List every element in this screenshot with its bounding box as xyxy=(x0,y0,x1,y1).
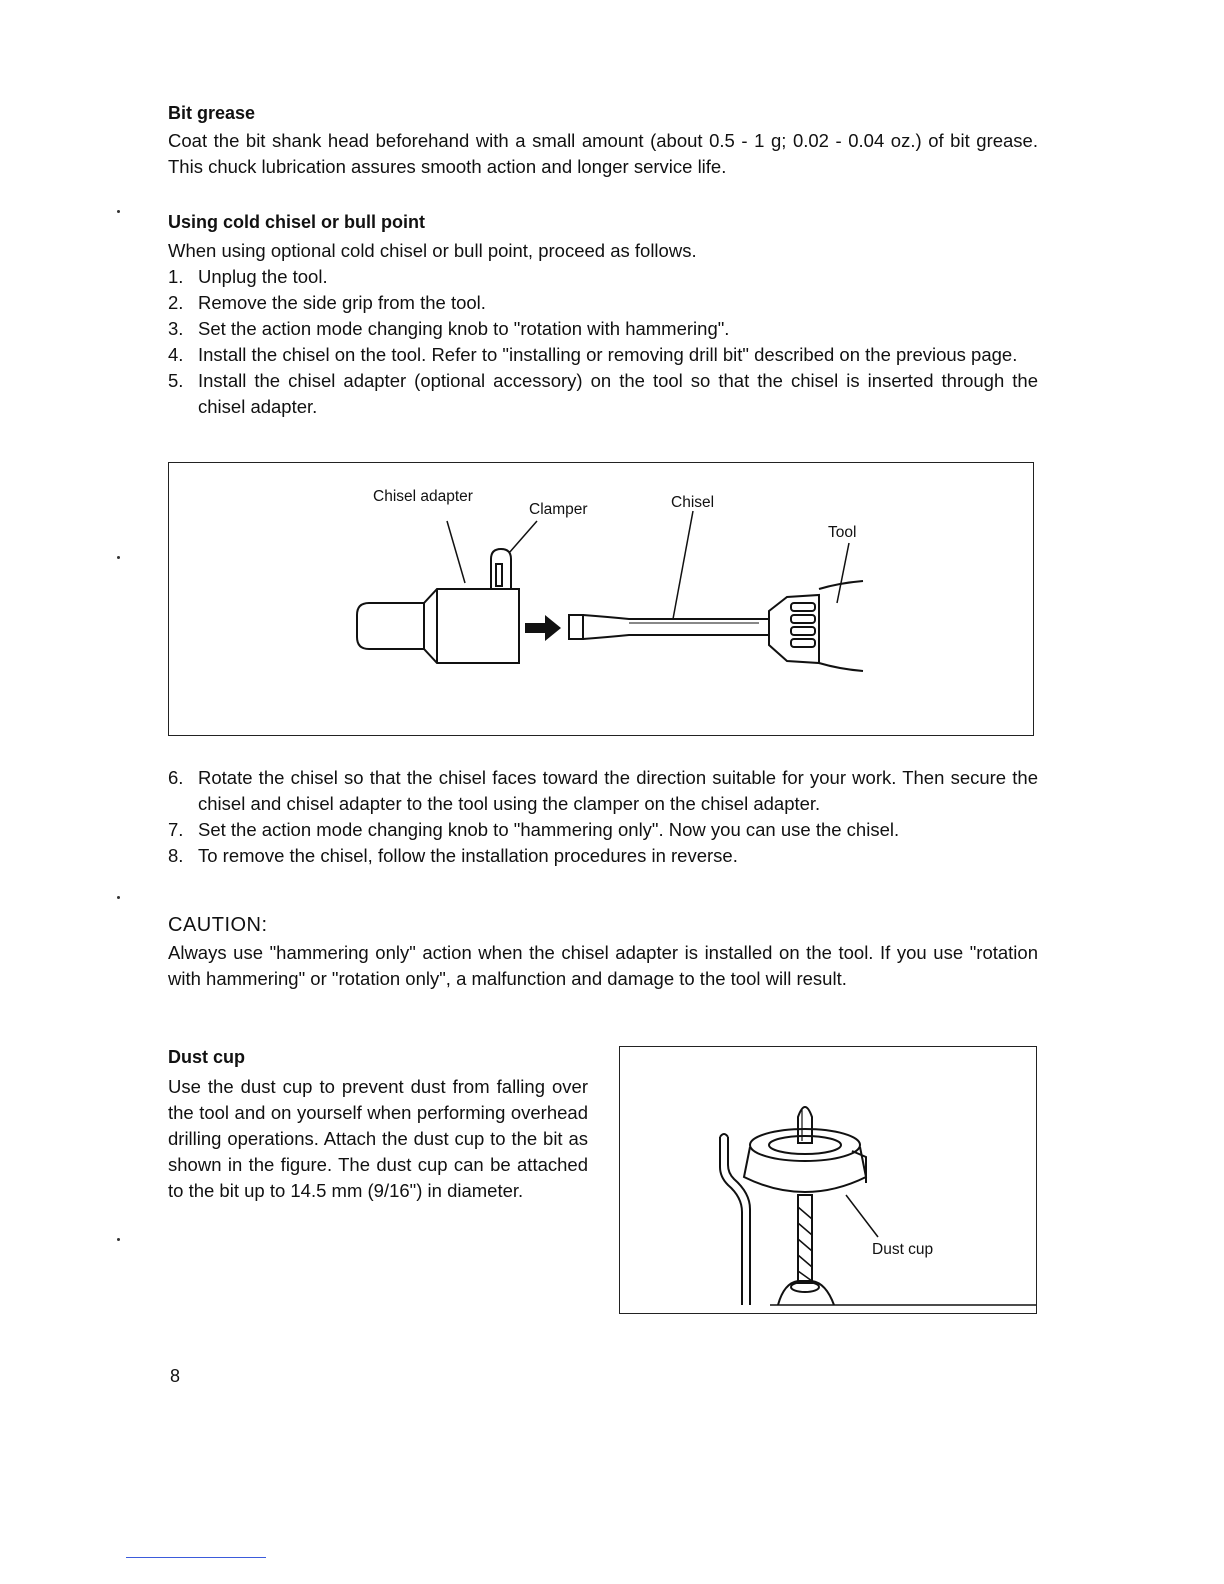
margin-speck xyxy=(117,896,120,899)
margin-speck xyxy=(117,1238,120,1241)
bit-grease-heading: Bit grease xyxy=(168,103,256,123)
label-chisel: Chisel xyxy=(671,494,715,511)
label-dust-cup: Dust cup xyxy=(872,1241,934,1258)
cold-chisel-heading: Using cold chisel or bull point xyxy=(168,212,426,232)
step-item: 1. Unplug the tool. xyxy=(168,266,328,287)
step-item: 8. To remove the chisel, follow the installation procedures in reverse. xyxy=(168,845,738,866)
margin-speck xyxy=(117,556,120,559)
caution-title: CAUTION: xyxy=(168,914,268,936)
step-item: 3. Set the action mode changing knob to "rotation with hammering". xyxy=(168,318,730,339)
step-item: 4. Install the chisel on the tool. Refer to "installing or removing drill bit" described on the previous page. xyxy=(168,344,1018,365)
step-item: 2. Remove the side grip from the tool. xyxy=(168,292,486,313)
dust-cup-illustration xyxy=(620,1047,1036,1313)
dust-cup-text: Use the dust cup to prevent dust from falling over the tool and on yourself when performing overhead drilling operations. Attach the dust cup to the bit as shown in the figure. The dust cup can be attached to the bit up to 14.5 mm (9/16") in diameter. xyxy=(168,1076,588,1201)
caution-text: Always use "hammering only" action when the chisel adapter is installed on the tool. If you use "rotation with hammering" or "rotation only", a malfunction and damage to the tool will result. xyxy=(168,942,1038,989)
step-item: 7. Set the action mode changing knob to "hammering only". Now you can use the chisel. xyxy=(168,819,900,840)
cold-chisel-intro: When using optional cold chisel or bull point, proceed as follows. xyxy=(168,240,697,261)
page-number: 8 xyxy=(170,1366,181,1386)
bit-grease-text: Coat the bit shank head beforehand with a small amount (about 0.5 - 1 g; 0.02 - 0.04 oz.) of bit grease. This chuck lubrication assures smooth action and longer service life. xyxy=(168,130,1038,177)
label-clamper: Clamper xyxy=(529,501,588,518)
label-tool: Tool xyxy=(828,524,857,541)
cold-chisel-steps-continued xyxy=(168,765,1038,869)
chisel-adapter-illustration xyxy=(169,463,1033,735)
dust-cup-heading: Dust cup xyxy=(168,1047,246,1067)
margin-speck xyxy=(117,210,120,213)
step-item: 6. Rotate the chisel so that the chisel faces toward the direction suitable for your work. Then secure the chisel and chisel adapter to the tool using the clamper on the chisel adapter. xyxy=(168,767,1038,814)
step-item: 5. Install the chisel adapter (optional accessory) on the tool so that the chisel is inserted through the chisel adapter. xyxy=(168,370,1038,417)
chisel-adapter-figure xyxy=(168,462,1034,736)
label-chisel-adapter: Chisel adapter xyxy=(373,488,473,505)
dust-cup-figure xyxy=(619,1046,1037,1314)
footer-rule xyxy=(126,1557,266,1558)
cold-chisel-steps xyxy=(168,264,1038,420)
